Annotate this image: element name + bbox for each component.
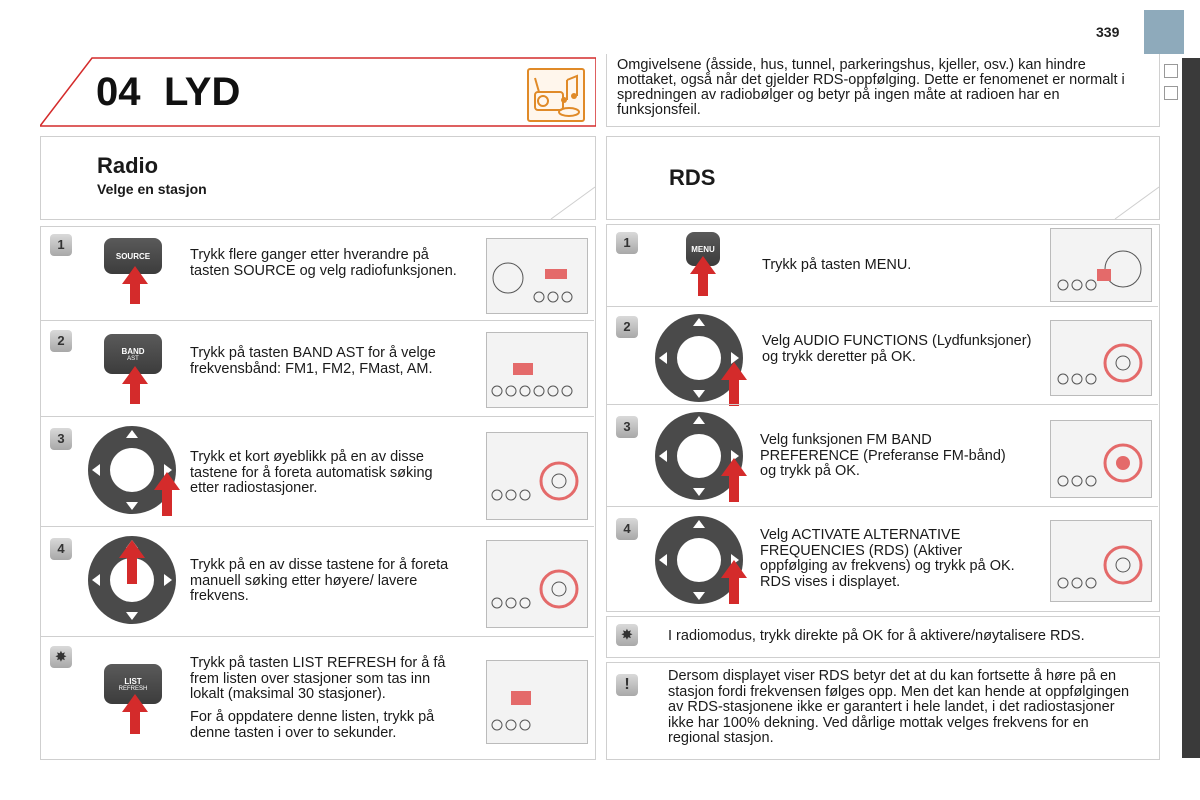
- press-arrow-icon: [721, 458, 747, 502]
- reception-note-text: Omgivelsene (åsside, hus, tunnel, parkeringshus, kjeller, osv.) kan hindre mottaket, også når det gjelder RDS-oppfølging. Dette er fenomenet er normalt i spredningen av radiobølger og betyr på ingen måte at radioen har en funksjonsfeil.: [617, 57, 1125, 118]
- tip-lightbulb-icon: ✸: [50, 646, 72, 668]
- press-arrow-icon: [721, 560, 747, 604]
- press-arrow-icon: [122, 694, 148, 734]
- tip-text: For å oppdatere denne listen, trykk på denne tasten i over to sekunder.: [190, 709, 435, 741]
- radio-panel-thumbnail: [1050, 228, 1152, 302]
- side-rule: [1182, 58, 1200, 758]
- rds-section-title: RDS: [669, 165, 716, 190]
- page-number: 339: [1096, 24, 1120, 40]
- press-arrow-icon: [119, 540, 145, 584]
- press-arrow-icon: [721, 362, 747, 406]
- step-text: Velg ACTIVATE ALTERNATIVE FREQUENCIES (RDS) (Aktiver oppfølging av frekvens) og trykk på OK. RDS vises i displayet.: [760, 527, 1015, 590]
- corner-tab: [1144, 10, 1184, 54]
- tip-lightbulb-icon: ✸: [616, 624, 638, 646]
- step-badge: 4: [50, 538, 72, 560]
- band-ast-key: BAND AST: [104, 334, 162, 374]
- step-badge: 3: [616, 416, 638, 438]
- list-refresh-key: LIST REFRESH: [104, 664, 162, 704]
- radio-music-icon: [527, 68, 585, 122]
- step-text: Trykk på en av disse tastene for å foreta manuell søking etter høyere/ lavere frekvens.: [190, 557, 449, 604]
- rds-section-header: [606, 136, 1160, 220]
- radio-panel-thumbnail: [486, 238, 588, 314]
- step-text: Velg AUDIO FUNCTIONS (Lydfunksjoner) og trykk deretter på OK.: [762, 333, 1032, 365]
- step-text: Velg funksjonen FM BAND PREFERENCE (Preferanse FM-bånd) og trykk på OK.: [760, 432, 1006, 479]
- rds-warning-text: Dersom displayet viser RDS betyr det at du kan fortsette å høre på en stasjon fordi frekvensen følges opp. Men det kan hende at oppfølgingen av RDS-stasjonene ikke er garantert i hele landet, i det radiostasjoner ikke har 100% dekning. Ved dårlige mottak velges frekvens for en regional stasjon.: [668, 668, 1130, 746]
- chapter-header: [40, 56, 596, 128]
- source-key: SOURCE: [104, 238, 162, 274]
- step-badge: 2: [50, 330, 72, 352]
- radio-panel-thumbnail: [486, 660, 588, 744]
- tip-text: Trykk på tasten LIST REFRESH for å få frem listen over stasjoner som tas inn lokalt (maksimal 30 stasjoner).: [190, 655, 446, 702]
- press-arrow-icon: [154, 472, 180, 516]
- radio-panel-thumbnail: [486, 332, 588, 408]
- chapter-title: LYD: [164, 70, 241, 114]
- radio-panel-thumbnail: [486, 540, 588, 628]
- step-badge: 1: [50, 234, 72, 256]
- radio-panel-thumbnail: [1050, 320, 1152, 396]
- step-text: Trykk på tasten BAND AST for å velge frekvensbånd: FM1, FM2, FMast, AM.: [190, 345, 436, 377]
- step-badge: 4: [616, 518, 638, 540]
- radio-section-subtitle: Velge en stasjon: [97, 181, 207, 197]
- reception-note: [606, 54, 1160, 127]
- press-arrow-icon: [122, 266, 148, 304]
- step-text: Trykk på tasten MENU.: [762, 257, 912, 273]
- step-badge: 1: [616, 232, 638, 254]
- step-badge: 2: [616, 316, 638, 338]
- radio-panel-thumbnail: [1050, 520, 1152, 602]
- radio-panel-thumbnail: [486, 432, 588, 520]
- corner-square: [1164, 64, 1178, 78]
- radio-panel-thumbnail: [1050, 420, 1152, 498]
- rds-tip-text: I radiomodus, trykk direkte på OK for å aktivere/nøytalisere RDS.: [668, 628, 1085, 644]
- radio-section-header: [40, 136, 596, 220]
- step-badge: 3: [50, 428, 72, 450]
- press-arrow-icon: [122, 366, 148, 404]
- chapter-number: 04: [96, 70, 141, 114]
- menu-key: MENU: [686, 232, 720, 266]
- exclamation-icon: !: [616, 674, 638, 696]
- press-arrow-icon: [690, 256, 716, 296]
- corner-square: [1164, 86, 1178, 100]
- radio-section-title: Radio: [97, 153, 159, 178]
- step-text: Trykk et kort øyeblikk på en av disse tastene for å foreta automatisk søking etter radiostasjoner.: [190, 449, 433, 496]
- step-text: Trykk flere ganger etter hverandre på tasten SOURCE og velg radiofunksjonen.: [190, 247, 457, 279]
